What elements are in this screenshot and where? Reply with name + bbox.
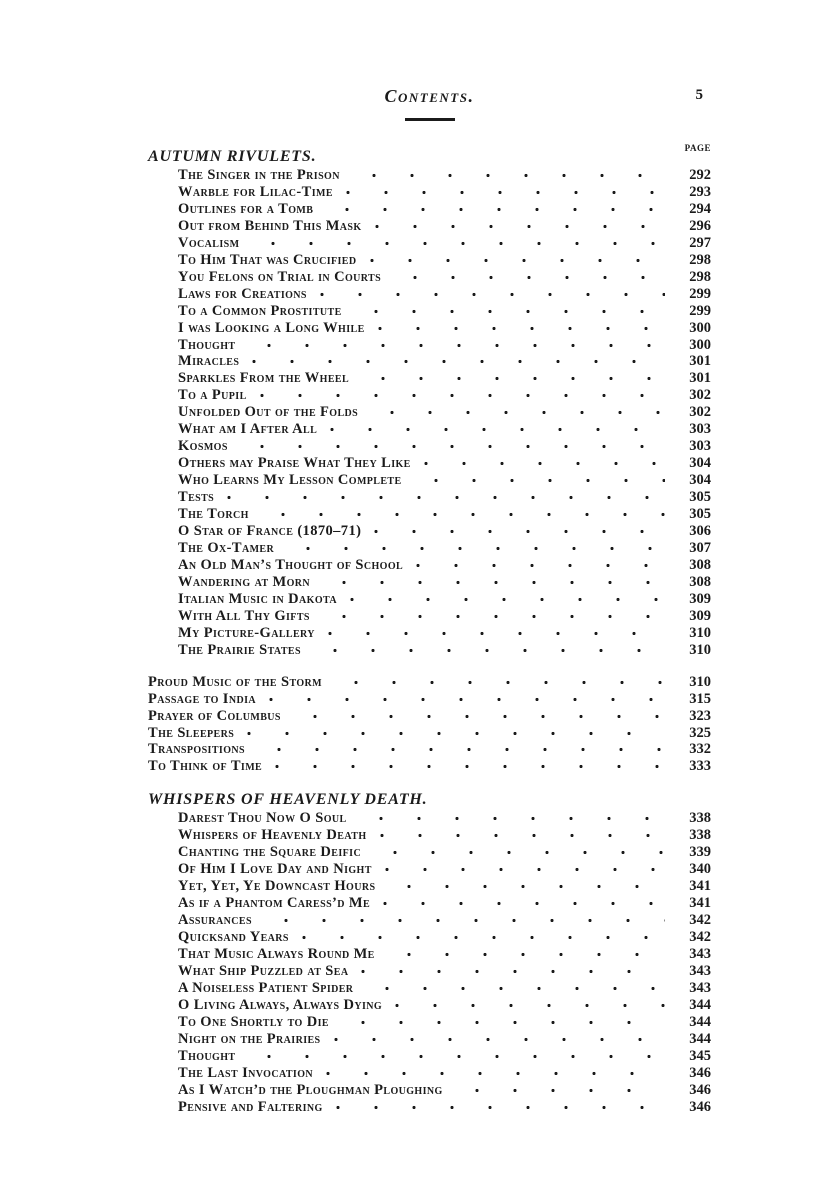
dot-leader bbox=[322, 201, 665, 218]
toc-entry-page-number: 296 bbox=[689, 217, 711, 234]
toc-entry-page-number: 342 bbox=[689, 912, 711, 929]
toc-entry-page-number: 308 bbox=[689, 556, 711, 573]
toc-entry bbox=[148, 235, 711, 252]
toc-entry-page-number: 300 bbox=[689, 336, 711, 353]
toc-entry-list bbox=[148, 810, 711, 1115]
toc-entry-title: To One Shortly to Die bbox=[178, 1013, 329, 1030]
toc-entry-list bbox=[148, 167, 711, 659]
toc-section bbox=[148, 147, 711, 659]
toc-section bbox=[148, 674, 711, 776]
dot-leader bbox=[244, 1048, 665, 1065]
dot-leader bbox=[412, 557, 665, 574]
toc-entry bbox=[148, 674, 711, 691]
dot-leader bbox=[357, 963, 665, 980]
toc-entry bbox=[148, 218, 711, 235]
toc-entry-title: Passage to India bbox=[148, 690, 256, 707]
toc-entry bbox=[148, 997, 711, 1014]
dot-leader bbox=[258, 506, 665, 523]
toc-entry-title: To a Common Prostitute bbox=[178, 302, 342, 319]
dot-leader bbox=[411, 472, 665, 489]
toc-entry-page-number: 309 bbox=[689, 590, 711, 607]
toc-entry bbox=[148, 167, 711, 184]
toc-entry-page-number: 333 bbox=[689, 758, 711, 775]
toc-entry-page-number: 344 bbox=[689, 996, 711, 1013]
dot-leader bbox=[319, 574, 665, 591]
toc-entry-title: Pensive and Faltering bbox=[178, 1098, 323, 1115]
toc-entry-page-number: 325 bbox=[689, 724, 711, 741]
toc-entry-title: What Ship Puzzled at Sea bbox=[178, 962, 349, 979]
toc-entry-page-number: 302 bbox=[689, 404, 711, 421]
toc-entry-title: A Noiseless Patient Spider bbox=[178, 979, 354, 996]
dot-leader bbox=[381, 861, 665, 878]
page-content bbox=[148, 86, 711, 1116]
dot-leader bbox=[370, 523, 665, 540]
dot-leader bbox=[351, 303, 665, 320]
toc-entry-page-number: 304 bbox=[689, 472, 711, 489]
toc-entry-title: Darest Thou Now O Soul bbox=[178, 810, 347, 827]
toc-section bbox=[148, 790, 711, 1115]
toc-entry bbox=[148, 1082, 711, 1099]
toc-entry-list bbox=[148, 674, 711, 776]
dot-leader bbox=[356, 810, 665, 827]
dot-leader bbox=[316, 286, 665, 303]
toc-entry-title: Outlines for a Tomb bbox=[178, 200, 314, 217]
toc-entry-title: O Star of France (1870–71) bbox=[178, 523, 362, 540]
toc-entry bbox=[148, 201, 711, 218]
dot-leader bbox=[261, 912, 665, 929]
toc-entry-page-number: 338 bbox=[689, 827, 711, 844]
toc-entry-page-number: 343 bbox=[689, 979, 711, 996]
toc-section-title: AUTUMN RIVULETS. bbox=[148, 148, 317, 165]
toc-entry bbox=[148, 252, 711, 269]
toc-entry bbox=[148, 725, 711, 742]
toc-entry-page-number: 310 bbox=[689, 673, 711, 690]
toc-entry bbox=[148, 489, 711, 506]
dot-leader bbox=[319, 608, 665, 625]
toc-entry-page-number: 305 bbox=[689, 506, 711, 523]
toc-entry-title: Assurances bbox=[178, 912, 252, 929]
toc-entry-title: Italian Music in Dakota bbox=[178, 590, 337, 607]
toc-entry-title: Laws for Creations bbox=[178, 285, 307, 302]
toc-entry bbox=[148, 1048, 711, 1065]
page-header bbox=[148, 86, 711, 121]
toc-entry-title: Sparkles From the Wheel bbox=[178, 370, 350, 387]
dot-leader bbox=[420, 455, 665, 472]
dot-leader bbox=[283, 540, 665, 557]
toc-entry-page-number: 293 bbox=[689, 183, 711, 200]
toc-entry-page-number: 310 bbox=[689, 641, 711, 658]
dot-leader bbox=[379, 895, 665, 912]
toc-entry-title: I was Looking a Long While bbox=[178, 319, 365, 336]
toc-entry bbox=[148, 591, 711, 608]
dot-leader bbox=[326, 421, 665, 438]
toc-entry-title: The Sleepers bbox=[148, 724, 235, 741]
toc-section-title: WHISPERS OF HEAVENLY DEATH. bbox=[148, 791, 428, 809]
toc-entry-title: O Living Always, Always Dying bbox=[178, 996, 383, 1013]
toc-entry-page-number: 306 bbox=[689, 523, 711, 540]
toc-entry-page-number: 304 bbox=[689, 455, 711, 472]
page-column-label: PAGE bbox=[684, 143, 711, 153]
toc-entry bbox=[148, 303, 711, 320]
toc-entry bbox=[148, 438, 711, 455]
toc-entry-page-number: 344 bbox=[689, 1030, 711, 1047]
toc-entry bbox=[148, 370, 711, 387]
toc-entry bbox=[148, 642, 711, 659]
toc-entry-page-number: 315 bbox=[689, 690, 711, 707]
toc-entry bbox=[148, 540, 711, 557]
dot-leader bbox=[390, 269, 665, 286]
toc-entry-title: To Him That was Crucified bbox=[178, 251, 357, 268]
toc-entry-page-number: 340 bbox=[689, 861, 711, 878]
toc-entry-title: The Prairie States bbox=[178, 641, 301, 658]
toc-entry bbox=[148, 810, 711, 827]
toc-entry-title: Kosmos bbox=[178, 438, 228, 455]
toc-entry-page-number: 292 bbox=[689, 167, 711, 183]
toc-entry-page-number: 303 bbox=[689, 438, 711, 455]
dot-leader bbox=[358, 370, 665, 387]
toc-entry-page-number: 339 bbox=[689, 844, 711, 861]
toc-entry-title: To Think of Time bbox=[148, 758, 263, 775]
dot-leader bbox=[243, 725, 665, 742]
toc-entry-title: Warble for Lilac-Time bbox=[178, 183, 333, 200]
toc-entry-title: Vocalism bbox=[178, 234, 240, 251]
toc-entry-title: To a Pupil bbox=[178, 387, 247, 404]
toc-entry bbox=[148, 1065, 711, 1082]
toc-entry bbox=[148, 861, 711, 878]
toc-entry-title: Tests bbox=[178, 489, 215, 506]
dot-leader bbox=[298, 929, 665, 946]
toc-entry bbox=[148, 741, 711, 758]
toc-entry-title: As if a Phantom Caress’d Me bbox=[178, 895, 371, 912]
dot-leader bbox=[330, 1031, 665, 1048]
dot-leader bbox=[384, 878, 665, 895]
dot-leader bbox=[338, 1014, 665, 1031]
toc-entry bbox=[148, 320, 711, 337]
toc-entry-title: You Felons on Trial in Courts bbox=[178, 268, 382, 285]
toc-entry-page-number: 309 bbox=[689, 607, 711, 624]
toc-entry-title: With All Thy Gifts bbox=[178, 607, 310, 624]
header-rule bbox=[405, 118, 455, 121]
toc-entry-title: Thought bbox=[178, 336, 236, 353]
toc-entry-title: The Ox-Tamer bbox=[178, 539, 275, 556]
toc-entry-title: Whispers of Heavenly Death bbox=[178, 827, 367, 844]
toc-entry bbox=[148, 506, 711, 523]
toc-entry-title: What am I After All bbox=[178, 421, 318, 438]
toc-entry-title: Unfolded Out of the Folds bbox=[178, 404, 359, 421]
toc-entry-page-number: 301 bbox=[689, 370, 711, 387]
toc-entry bbox=[148, 455, 711, 472]
toc-entry-title: Out from Behind This Mask bbox=[178, 217, 362, 234]
toc-entry-page-number: 302 bbox=[689, 387, 711, 404]
toc-entry-page-number: 344 bbox=[689, 1013, 711, 1030]
dot-leader bbox=[346, 591, 665, 608]
toc-entry-page-number: 299 bbox=[689, 302, 711, 319]
toc-entry-title: My Picture-Gallery bbox=[178, 624, 315, 641]
dot-leader bbox=[256, 387, 665, 404]
toc-entry-page-number: 301 bbox=[689, 353, 711, 370]
dot-leader bbox=[244, 337, 665, 354]
toc-entry bbox=[148, 1014, 711, 1031]
toc-entry-page-number: 346 bbox=[689, 1098, 711, 1115]
toc-entry-title: That Music Always Round Me bbox=[178, 945, 375, 962]
toc-entry-page-number: 303 bbox=[689, 421, 711, 438]
dot-leader bbox=[310, 642, 665, 659]
toc-entry bbox=[148, 844, 711, 861]
toc-entry bbox=[148, 269, 711, 286]
toc-entry bbox=[148, 1099, 711, 1116]
toc-entry-page-number: 300 bbox=[689, 319, 711, 336]
toc-entry-title: Of Him I Love Day and Night bbox=[178, 861, 372, 878]
folio-page-number: 5 bbox=[695, 87, 703, 103]
dot-leader bbox=[342, 184, 665, 201]
toc-entry bbox=[148, 1031, 711, 1048]
toc-entry-page-number: 346 bbox=[689, 1064, 711, 1081]
toc-entry-page-number: 343 bbox=[689, 945, 711, 962]
toc-entry-title: The Torch bbox=[178, 506, 249, 523]
dot-leader bbox=[322, 1065, 665, 1082]
toc-entry-page-number: 310 bbox=[689, 624, 711, 641]
toc-entry bbox=[148, 758, 711, 775]
dot-leader bbox=[384, 946, 665, 963]
toc-entry bbox=[148, 963, 711, 980]
toc-entry bbox=[148, 608, 711, 625]
toc-entry-title: The Last Invocation bbox=[178, 1064, 314, 1081]
toc-entry-page-number: 346 bbox=[689, 1081, 711, 1098]
toc-entry bbox=[148, 286, 711, 303]
toc-entry-page-number: 345 bbox=[689, 1047, 711, 1064]
toc-entry-page-number: 307 bbox=[689, 539, 711, 556]
dot-leader bbox=[254, 741, 665, 758]
dot-leader bbox=[331, 674, 665, 691]
toc-entry-page-number: 305 bbox=[689, 489, 711, 506]
toc-entry-page-number: 299 bbox=[689, 285, 711, 302]
toc-entry-title: As I Watch’d the Ploughman Ploughing bbox=[178, 1081, 443, 1098]
toc-entry-title: Transpositions bbox=[148, 741, 245, 758]
toc-entry-page-number: 338 bbox=[689, 810, 711, 827]
toc-entry bbox=[148, 404, 711, 421]
toc-entry bbox=[148, 472, 711, 489]
dot-leader bbox=[374, 320, 665, 337]
toc bbox=[148, 147, 711, 1116]
toc-entry bbox=[148, 708, 711, 725]
dot-leader bbox=[248, 235, 665, 252]
toc-entry bbox=[148, 337, 711, 354]
dot-leader bbox=[366, 252, 666, 269]
toc-entry-page-number: 308 bbox=[689, 573, 711, 590]
toc-entry-page-number: 323 bbox=[689, 707, 711, 724]
dot-leader bbox=[290, 708, 665, 725]
dot-leader bbox=[391, 997, 665, 1014]
dot-leader bbox=[332, 1099, 665, 1116]
toc-entry bbox=[148, 946, 711, 963]
toc-entry-page-number: 298 bbox=[689, 251, 711, 268]
toc-entry bbox=[148, 625, 711, 642]
toc-entry bbox=[148, 827, 711, 844]
toc-entry-page-number: 341 bbox=[689, 895, 711, 912]
dot-leader bbox=[237, 438, 665, 455]
toc-entry bbox=[148, 895, 711, 912]
toc-entry-page-number: 294 bbox=[689, 200, 711, 217]
dot-leader bbox=[371, 218, 665, 235]
toc-entry-title: Quicksand Years bbox=[178, 929, 289, 946]
dot-leader bbox=[248, 353, 665, 370]
running-header-title: Contents. bbox=[384, 86, 475, 106]
toc-entry-page-number: 298 bbox=[689, 268, 711, 285]
dot-leader bbox=[271, 758, 665, 775]
toc-entry bbox=[148, 387, 711, 404]
toc-entry-title: Yet, Yet, Ye Downcast Hours bbox=[178, 878, 376, 895]
toc-entry-page-number: 332 bbox=[689, 741, 711, 758]
toc-entry bbox=[148, 184, 711, 201]
toc-entry-title: Chanting the Square Deific bbox=[178, 844, 362, 861]
toc-entry bbox=[148, 523, 711, 540]
toc-entry bbox=[148, 353, 711, 370]
toc-entry bbox=[148, 929, 711, 946]
toc-entry-title: Prayer of Columbus bbox=[148, 707, 281, 724]
toc-entry-page-number: 341 bbox=[689, 878, 711, 895]
dot-leader bbox=[367, 404, 665, 421]
toc-entry bbox=[148, 980, 711, 997]
toc-entry bbox=[148, 421, 711, 438]
toc-entry bbox=[148, 878, 711, 895]
dot-leader bbox=[362, 980, 665, 997]
toc-entry-title: Miracles bbox=[178, 353, 240, 370]
dot-leader bbox=[376, 827, 666, 844]
dot-leader bbox=[324, 625, 665, 642]
toc-entry bbox=[148, 912, 711, 929]
toc-entry-page-number: 342 bbox=[689, 929, 711, 946]
toc-entry-page-number: 343 bbox=[689, 962, 711, 979]
dot-leader bbox=[370, 844, 665, 861]
toc-entry bbox=[148, 691, 711, 708]
toc-entry bbox=[148, 557, 711, 574]
dot-leader bbox=[452, 1082, 665, 1099]
toc-entry-title: Thought bbox=[178, 1047, 236, 1064]
dot-leader bbox=[349, 167, 665, 184]
toc-entry bbox=[148, 574, 711, 591]
toc-entry-title: Others may Praise What They Like bbox=[178, 455, 411, 472]
toc-entry-title: The Singer in the Prison bbox=[178, 167, 340, 183]
toc-entry-title: Night on the Prairies bbox=[178, 1030, 321, 1047]
dot-leader bbox=[265, 691, 665, 708]
toc-entry-title: Who Learns My Lesson Complete bbox=[178, 472, 402, 489]
toc-entry-title: An Old Man’s Thought of School bbox=[178, 556, 404, 573]
toc-entry-page-number: 297 bbox=[689, 234, 711, 251]
toc-entry-title: Proud Music of the Storm bbox=[148, 673, 322, 690]
toc-entry-title: Wandering at Morn bbox=[178, 573, 311, 590]
dot-leader bbox=[223, 489, 665, 506]
